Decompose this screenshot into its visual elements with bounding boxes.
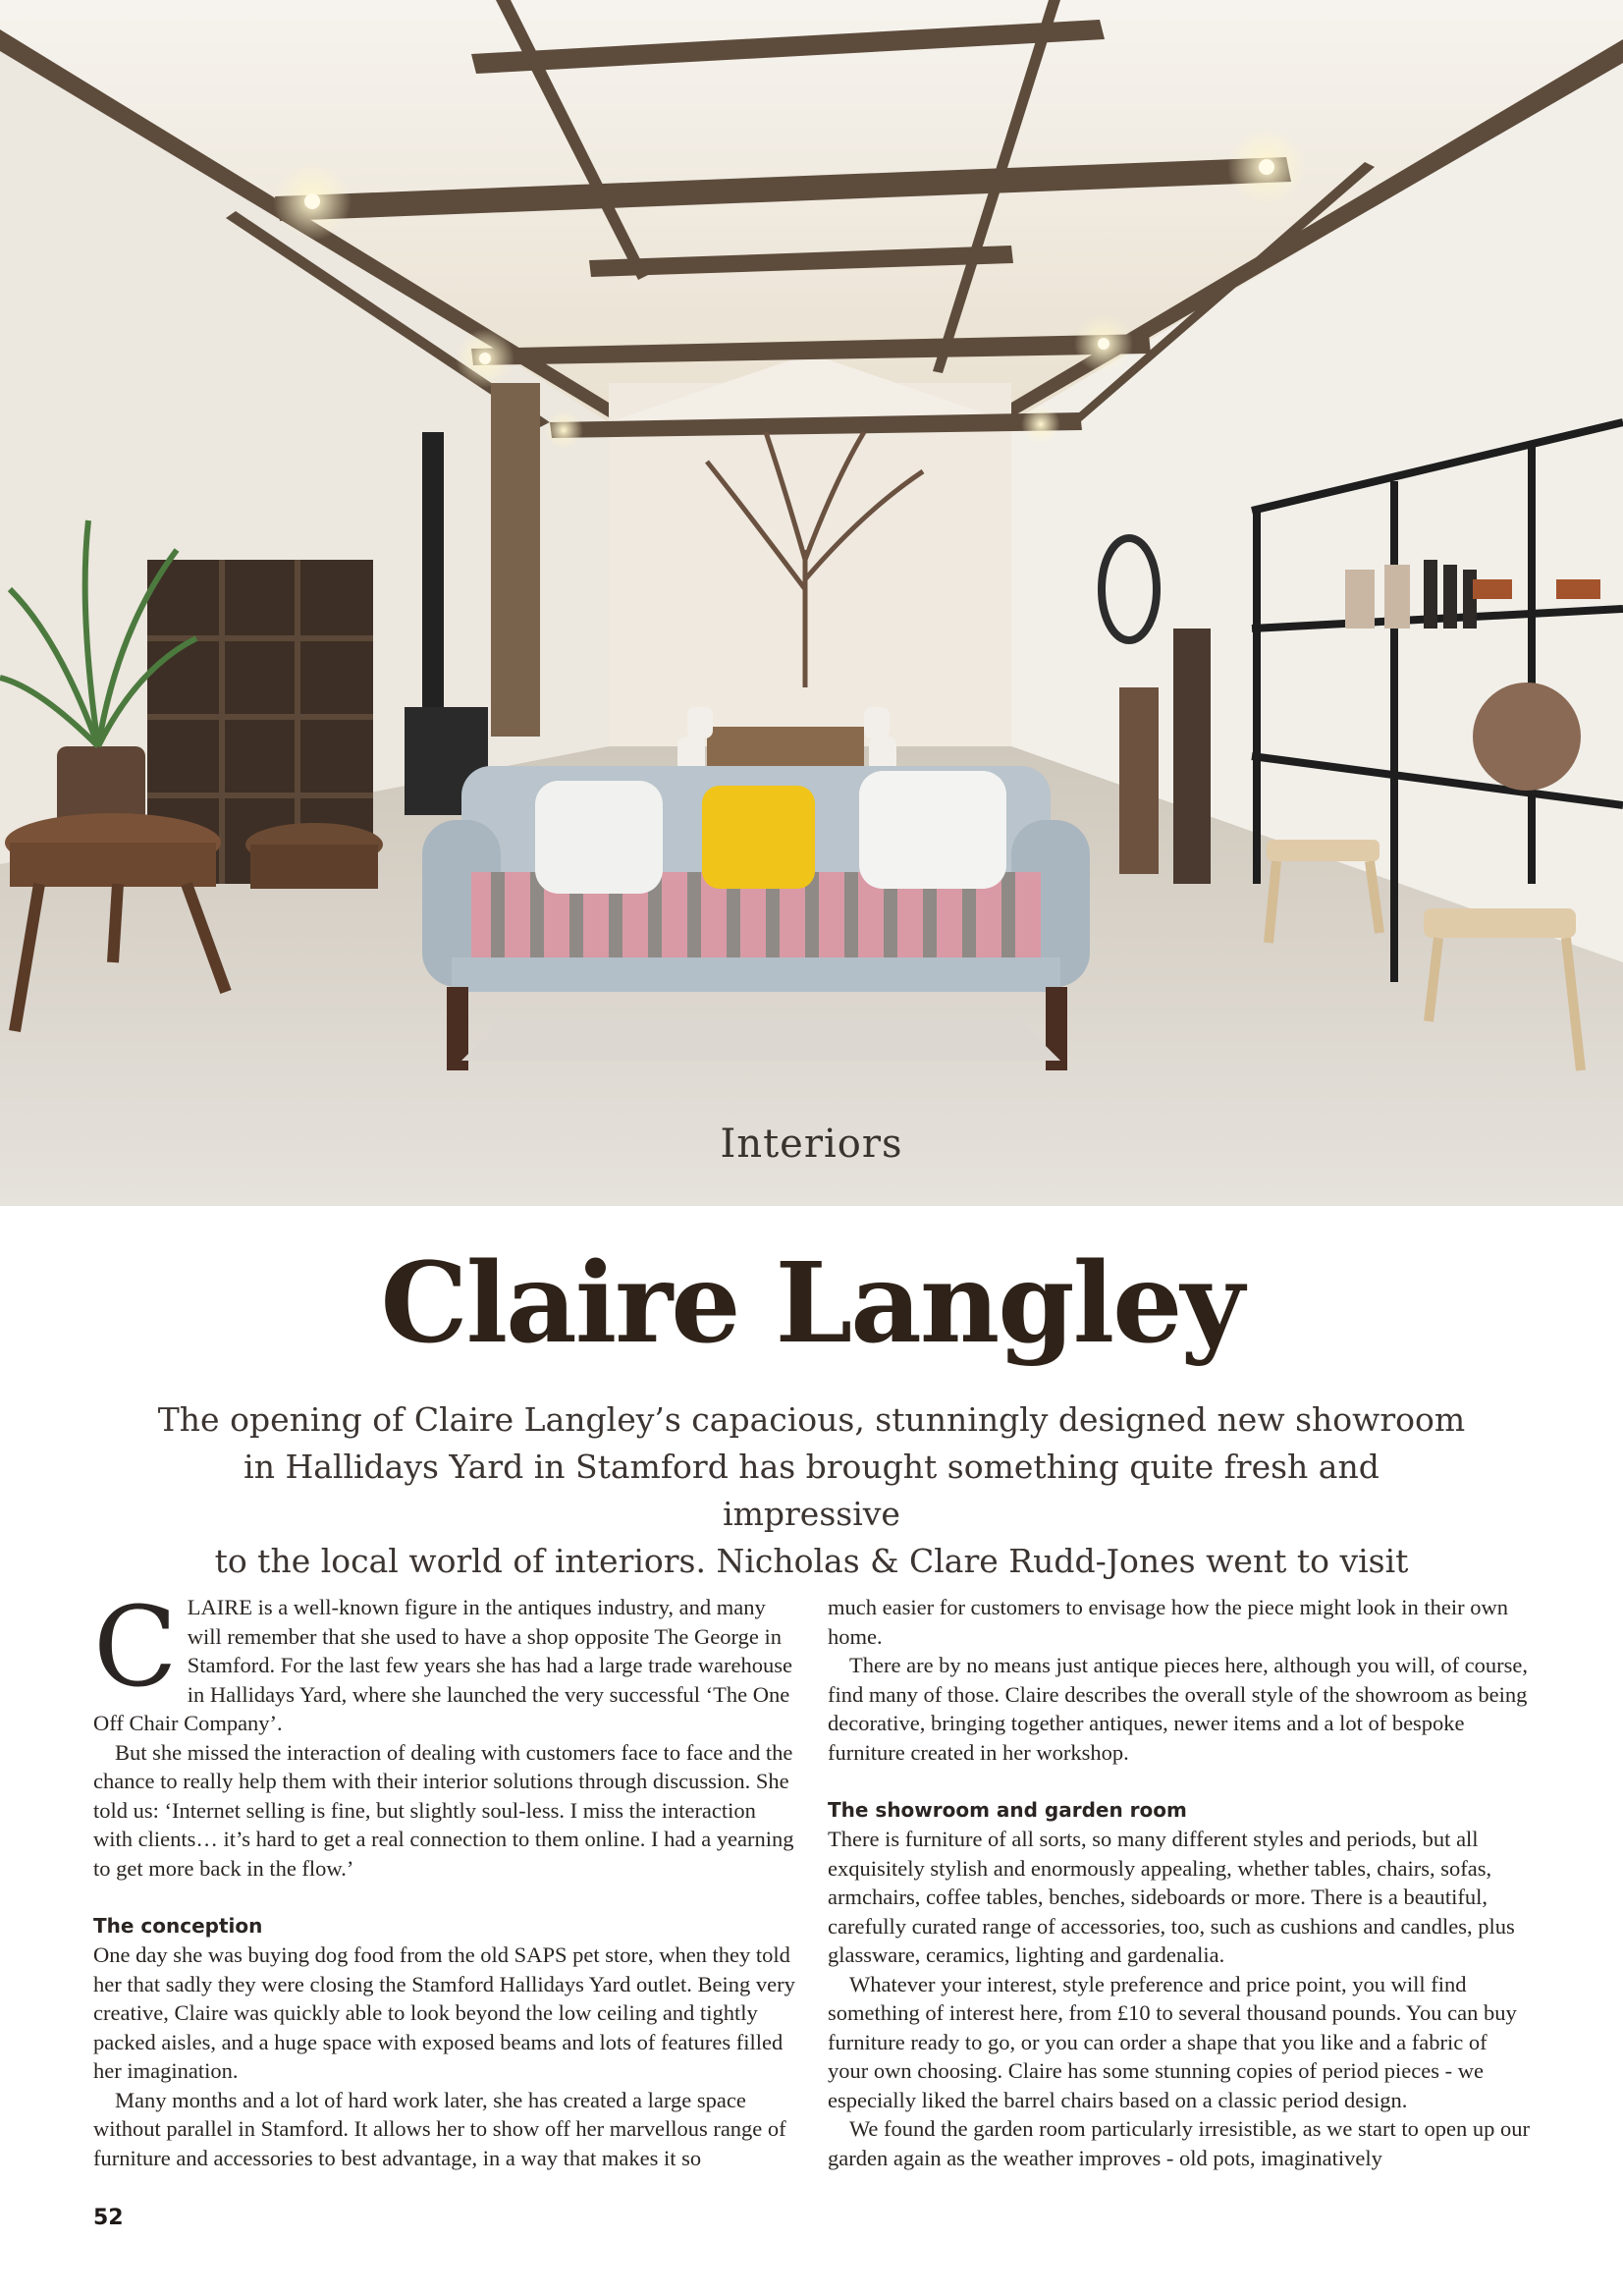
paragraph: One day she was buying dog food from the old SAPS pet store, when they told her that sadly they were closing the Stamford Hallidays Yard outlet. Being very creative, Claire was quickly able to look beyond the low ceiling and tightly packed aisles, and a huge space with exposed beams and lots of features filled her imagination. bbox=[93, 1942, 795, 2083]
article-column-right bbox=[828, 1593, 1533, 2172]
paragraph: But she missed the interaction of dealing with customers face to face and the chance to really help them with their interior solutions through discussion. She told us: ‘Internet selling is fine, but slightly soul-less. I miss the interaction with clients… it’s hard to get a real connection to them online. I had a yearning to get more back in the flow.’ bbox=[93, 1739, 794, 1881]
paragraph-text: LAIRE is a well-known figure in the antiques industry, and many will remember that she used to have a shop opposite The George in Stamford. For the last few years she has had a large trade warehouse in Hallidays Yard, where she launched the very successful ‘The One Off Chair Company’. bbox=[93, 1595, 792, 1735]
subheading: The showroom and garden room bbox=[828, 1797, 1187, 1822]
paragraph: Whatever your interest, style preference and price point, you will find something of interest here, from £10 to several thousand pounds. You can buy furniture ready to go, or you can order a shape that you like and a fabric of your own choosing. Claire has some stunning copies of period pieces - we especially liked the barrel chairs based on a classic period design. bbox=[828, 1971, 1517, 2112]
section-label: Interiors bbox=[720, 1121, 903, 1167]
standfirst bbox=[157, 1396, 1466, 1585]
paragraph bbox=[93, 1584, 798, 1738]
standfirst-line: in Hallidays Yard in Stamford has brought something quite fresh and impressive bbox=[243, 1448, 1380, 1533]
page-number: 52 bbox=[93, 2206, 124, 2230]
article-column-left bbox=[93, 1584, 798, 2172]
paragraph: Many months and a lot of hard work later, she has created a large space without parallel in Stamford. It allows her to show off her marvellous range of furniture and accessories to best advantage, in a way that makes it so bbox=[93, 2087, 786, 2170]
subheading: The conception bbox=[93, 1913, 263, 1938]
paragraph: much easier for customers to envisage how the piece might look in their own home. bbox=[828, 1595, 1508, 1649]
drop-cap: C bbox=[93, 1584, 178, 1712]
standfirst-line: to the local world of interiors. Nicholas & Clare Rudd-Jones went to visit bbox=[214, 1542, 1409, 1580]
article-headline: Claire Langley bbox=[380, 1239, 1243, 1368]
paragraph: There is furniture of all sorts, so many different styles and periods, but all exquisitely stylish and enormously appealing, whether tables, chairs, sofas, armchairs, coffee tables, benches, sideboards or more. There is a beautiful, carefully curated range of accessories, too, such as cushions and candles, plus glassware, ceramics, lighting and gardenalia. bbox=[828, 1827, 1515, 1967]
paragraph: We found the garden room particularly irresistible, as we start to open up our garden again as the weather improves - old pots, imaginatively bbox=[828, 2116, 1530, 2170]
paragraph: There are by no means just antique pieces here, although you will, of course, find many of those. Claire describes the overall style of the showroom as being decorative, bringing together antiques, newer items and a lot of bespoke furniture created in her workshop. bbox=[828, 1653, 1529, 1765]
standfirst-line: The opening of Claire Langley’s capacious, stunningly designed new showroom bbox=[157, 1400, 1466, 1439]
